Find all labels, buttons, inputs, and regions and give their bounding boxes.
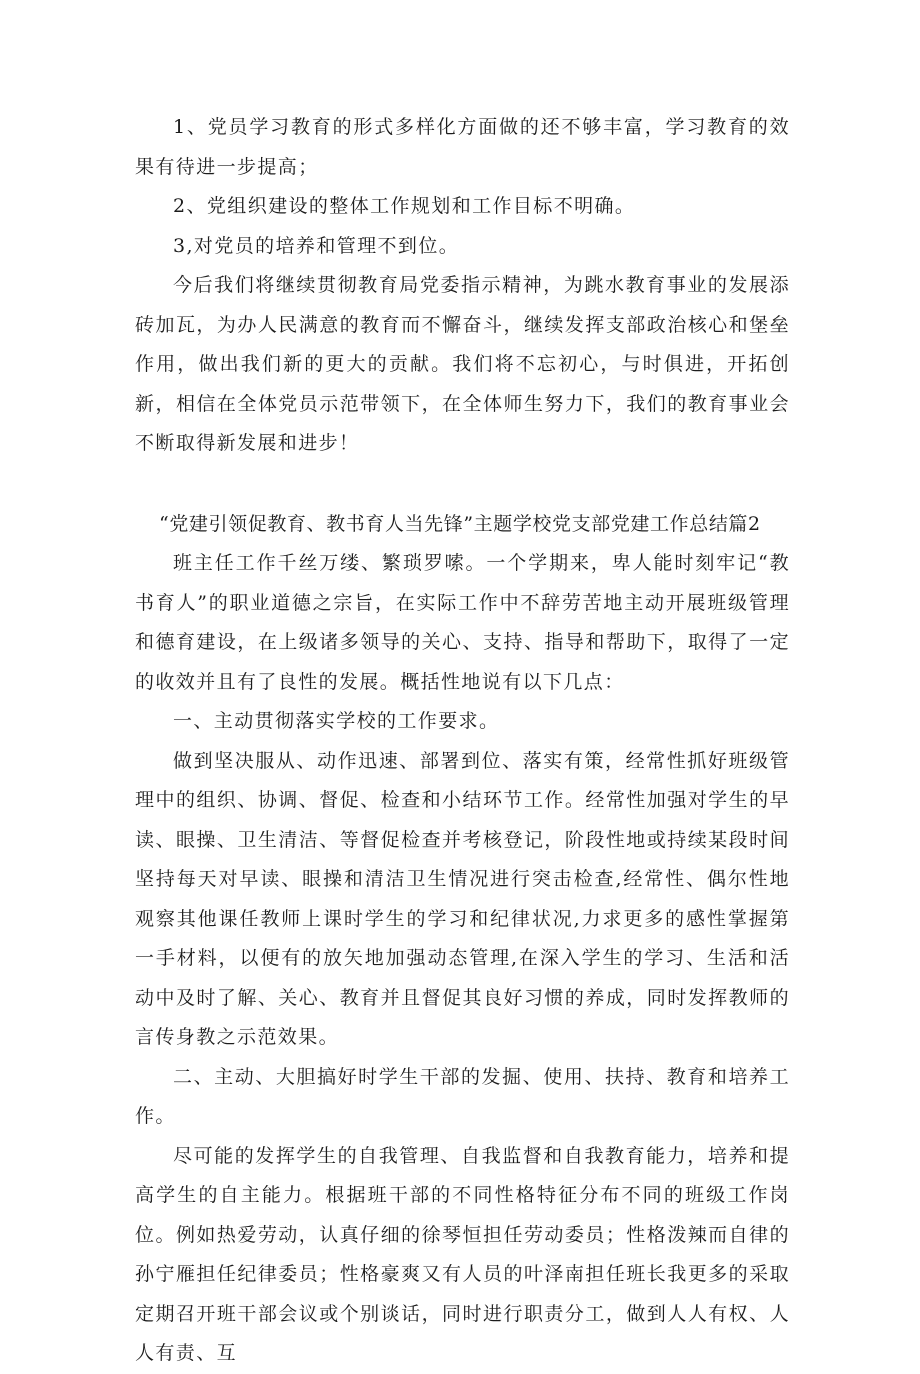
paragraph-issue-2: 2、党组织建设的整体工作规划和工作目标不明确。 [173,195,636,217]
heading-point-1: 一、主动贯彻落实学校的工作要求。 [173,710,500,732]
document-body [135,108,790,1374]
section-title: “党建引领促教育、教书育人当先锋”主题学校党支部党建工作总结篇2 [159,512,761,535]
paragraph-point-2: 尽可能的发挥学生的自我管理、自我监督和自我教育能力，培养和提高学生的自主能力。根据班干部的不同性格特征分布不同的班级工作岗位。例如热爱劳动，认真仔细的徐琴恒担任劳动委员；性格泼辣而自律的孙宁雁担任纪律委员；性格豪爽又有人员的叶泽南担任班长我更多的采取定期召开班干部会议或个别谈话，同时进行职责分工，做到人人有权、人人有责、互 [135,1144,790,1364]
paragraph-issue-3: 3,对党员的培养和管理不到位。 [173,234,460,257]
paragraph-issue-1: 1、党员学习教育的形式多样化方面做的还不够丰富，学习教育的效果有待进一步提高； [135,116,790,178]
heading-point-2: 二、主动、大胆搞好时学生干部的发掘、使用、扶持、教育和培养工作。 [135,1065,790,1127]
paragraph-outlook: 今后我们将继续贯彻教育局党委指示精神，为跳水教育事业的发展添砖加瓦，为办人民满意的教育而不懈奋斗，继续发挥支部政治核心和堡垒作用，做出我们新的更大的贡献。我们将不忘初心，与时俱进，开拓创新，相信在全体党员示范带领下，在全体师生努力下，我们的教育事业会不断取得新发展和进步！ [135,274,790,454]
paragraph-point-1: 做到坚决服从、动作迅速、部署到位、落实有策，经常性抓好班级管理中的组织、协调、督促、检查和小结环节工作。经常性加强对学生的早读、眼操、卫生清洁、等督促检查并考核登记，阶段性地或持续某段时间坚持每天对早读、眼操和清洁卫生情况进行突击检查,经常性、偶尔性地观察其他课任教师上课时学生的学习和纪律状况,力求更多的感性掌握第一手材料，以便有的放矢地加强动态管理,在深入学生的学习、生活和活动中及时了解、关心、教育并且督促其良好习惯的养成，同时发挥教师的言传身教之示范效果。 [135,749,790,1048]
paragraph-intro: 班主任工作千丝万缕、繁琐罗嗦。一个学期来，卑人能时刻牢记“教书育人”的职业道德之宗旨，在实际工作中不辞劳苦地主动开展班级管理和德育建设，在上级诸多领导的关心、支持、指导和帮助下，取得了一定的收效并且有了良性的发展。概括性地说有以下几点： [135,552,790,693]
